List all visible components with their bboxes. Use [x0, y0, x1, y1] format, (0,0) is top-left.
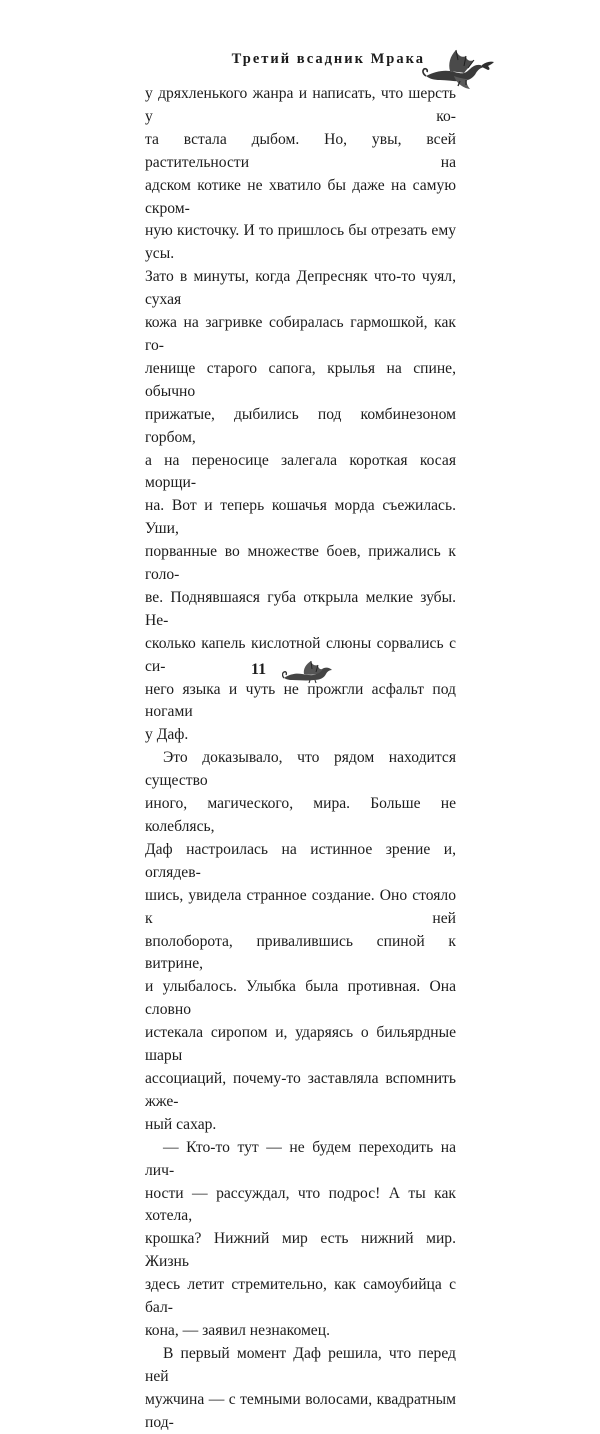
text-line: прижатые, дыбились под комбинезоном горбом, [145, 405, 456, 446]
small-dragon-icon [282, 658, 334, 684]
text-line: крошка? Нижний мир есть нижний мир. Жизнь [145, 1230, 456, 1271]
page-number: 11 [251, 661, 267, 678]
text-line: — Кто-то тут — не будем переходить на лич- [145, 1138, 456, 1179]
text-line: Зато в минуты, когда Депресняк что-то чуял, сухая [145, 268, 456, 309]
text-line: та встала дыбом. Но, увы, всей растительности на [145, 130, 456, 171]
text-line: у Даф. [145, 726, 189, 744]
text-line: ную кисточку. И то пришлось бы отрезать ему усы. [145, 222, 456, 263]
text-line: у дряхленького жанра и написать, что шерсть у ко- [145, 85, 456, 125]
paragraph-2 [145, 747, 456, 1136]
paragraph-3 [145, 1137, 456, 1343]
text-line: ленище старого сапога, крылья на спине, обычно [145, 359, 456, 400]
text-line: сколько капель кислотной слюны сорвались с си- [145, 634, 456, 675]
text-line: ности — рассуждал, что подрос! А ты как хотела, [145, 1184, 456, 1225]
text-line: а на переносице залегала короткая косая морщи- [145, 451, 456, 492]
body-text [145, 83, 456, 1434]
text-line: ве. Поднявшаяся губа открыла мелкие зубы. Не- [145, 588, 456, 629]
text-line: вполоборота, привалившись спиной к витрине, [145, 932, 456, 973]
paragraph-1 [145, 83, 456, 747]
text-line: ассоциаций, почему-то заставляла вспомнить жже- [145, 1069, 456, 1110]
text-line: адском котике не хватило бы даже на самую скром- [145, 176, 456, 217]
text-line: иного, магического, мира. Больше не колеблясь, [145, 795, 456, 835]
text-line: В первый момент Даф решила, что перед ней [145, 1344, 456, 1385]
text-line: кожа на загривке собиралась гармошкой, как го- [145, 314, 456, 354]
text-line: здесь летит стремительно, как самоубийца с бал- [145, 1276, 456, 1317]
running-head [0, 46, 600, 76]
text-line: кона, — заявил незнакомец. [145, 1321, 330, 1339]
text-line: мужчина — с темными волосами, квадратным под- [145, 1390, 456, 1431]
text-line: на. Вот и теперь кошачья морда съежилась. Уши, [145, 497, 456, 538]
text-line: шись, увидела странное создание. Оно стояло к ней [145, 886, 456, 927]
paragraph-4 [145, 1343, 456, 1434]
text-line: него языка и чуть не прожгли асфальт под ногами [145, 680, 456, 721]
page-footer [0, 658, 600, 688]
text-line: Даф настроилась на истинное зрение и, оглядев- [145, 840, 456, 881]
text-line: Это доказывало, что рядом находится существо [145, 749, 456, 790]
text-line: ный сахар. [145, 1115, 217, 1133]
text-line: и улыбалось. Улыбка была противная. Она словно [145, 978, 456, 1019]
text-line: истекала сиропом и, ударяясь о бильярдные шары [145, 1024, 456, 1065]
text-line: порванные во множестве боев, прижались к голо- [145, 543, 456, 584]
running-title: Третий всадник Мрака [231, 51, 425, 67]
